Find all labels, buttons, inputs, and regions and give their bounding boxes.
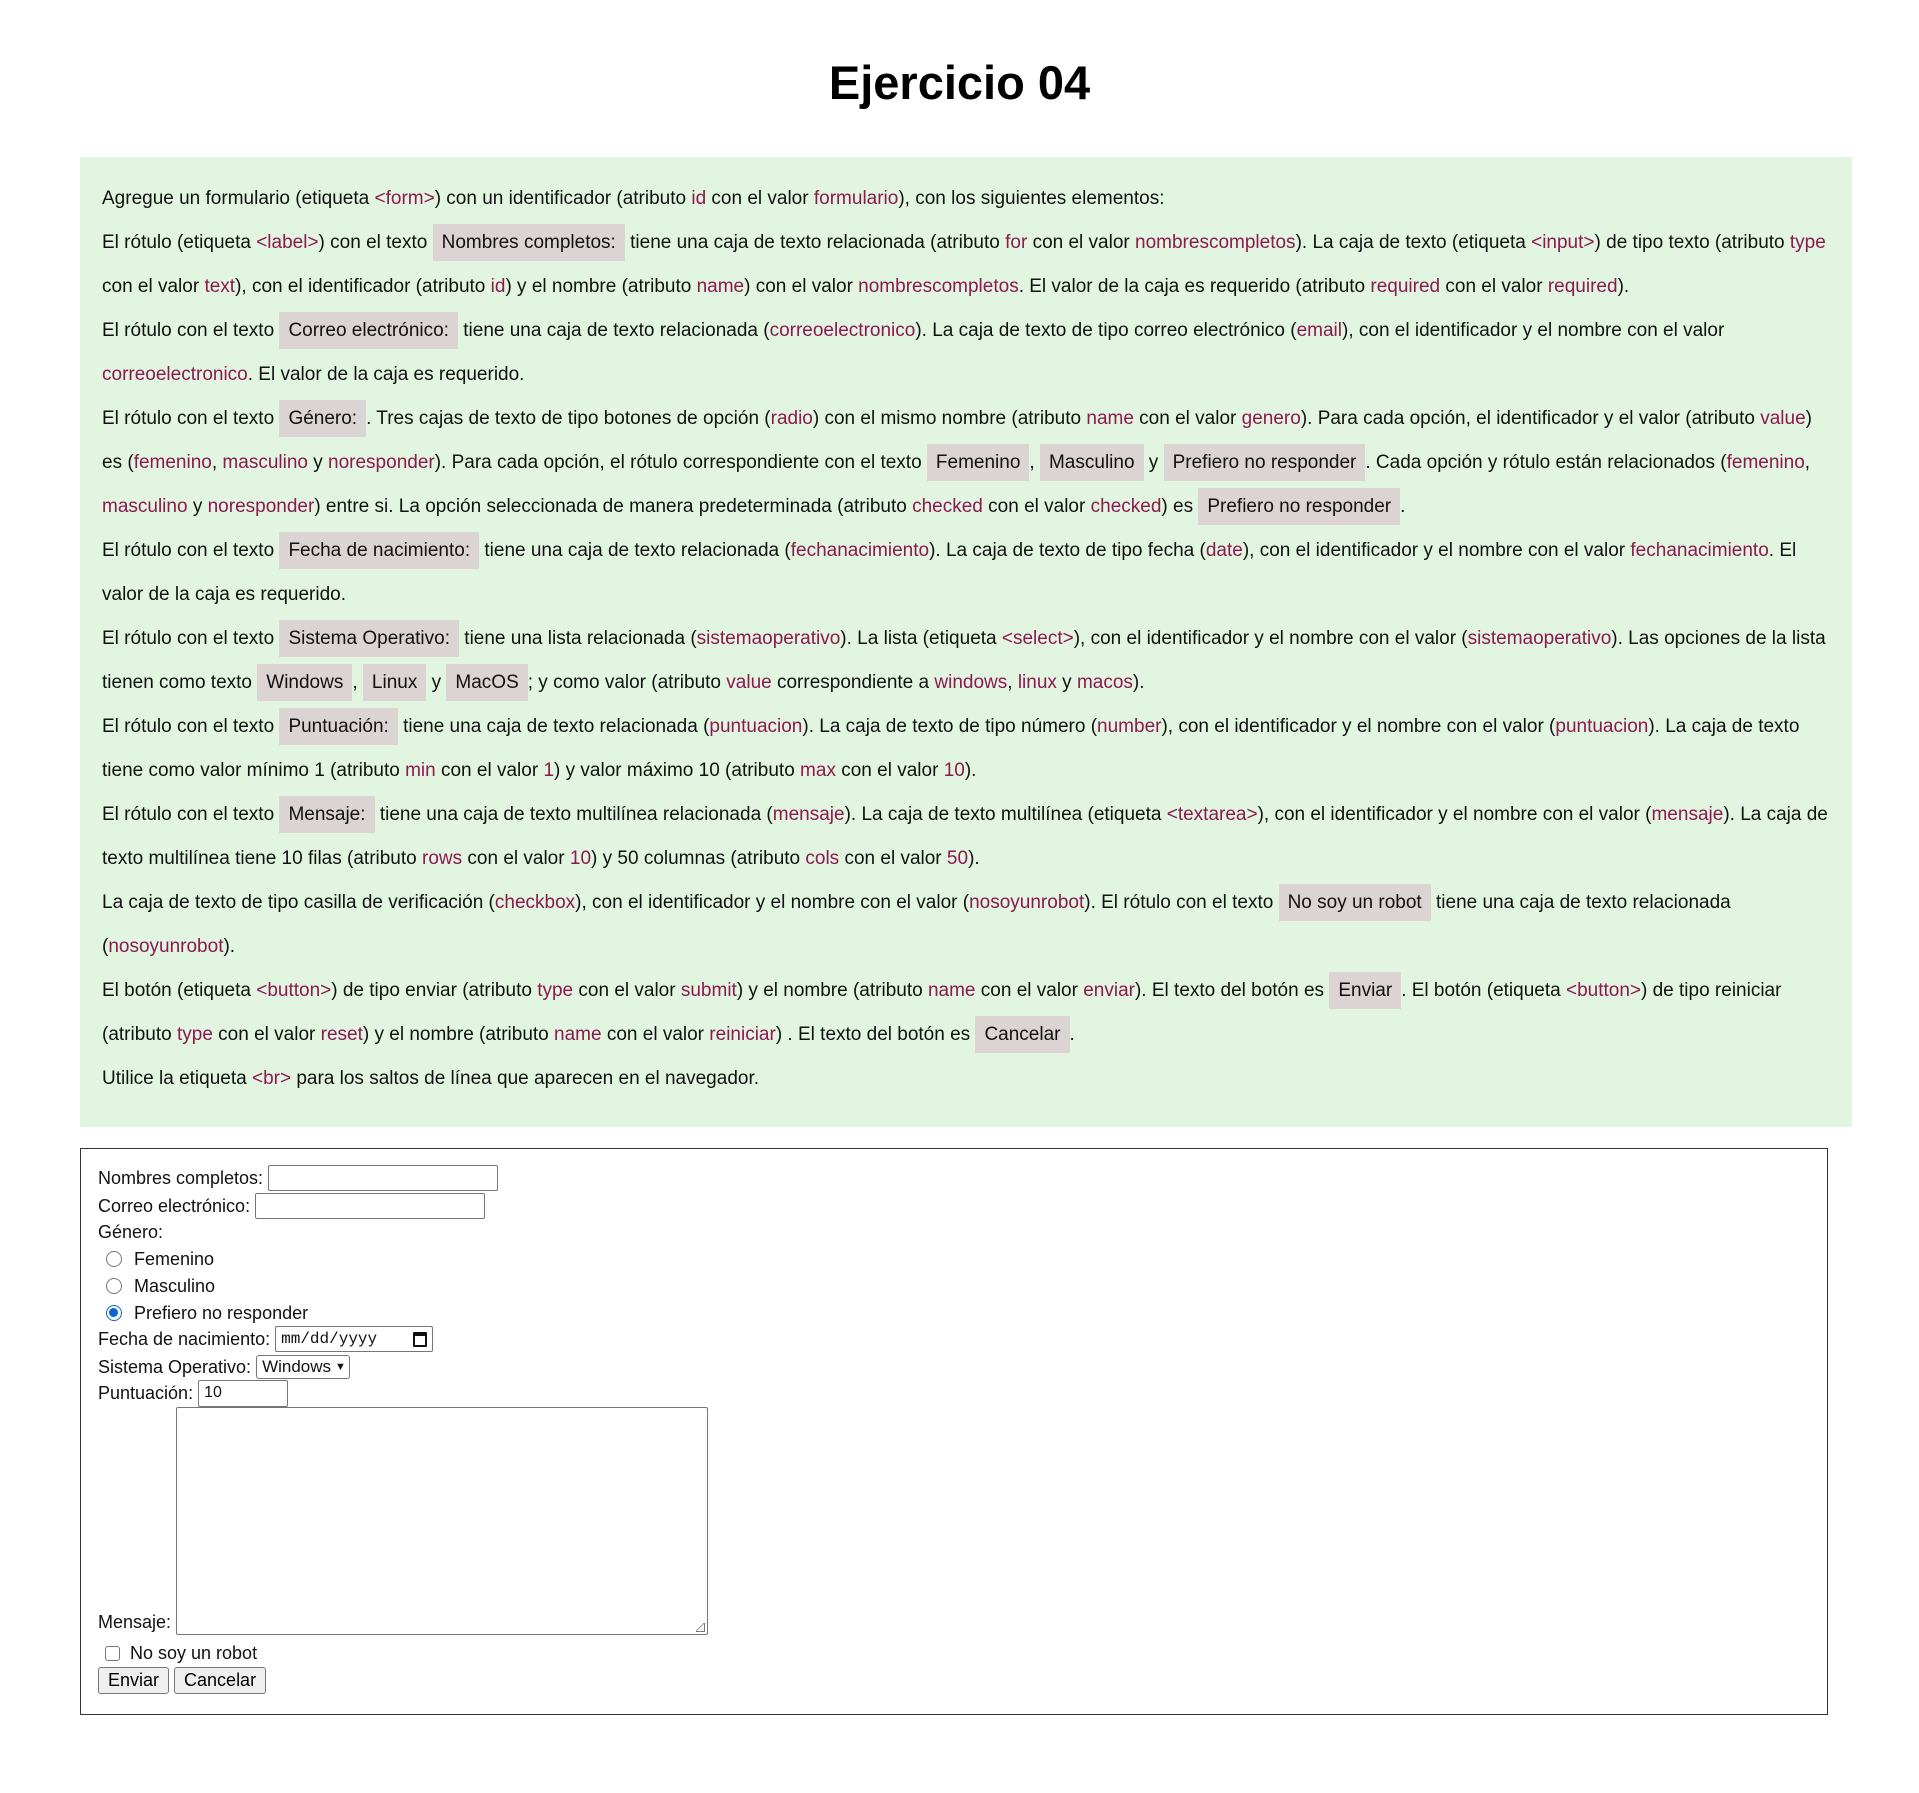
instruction-paragraph: El botón (etiqueta <button>) de tipo enviar (atributo type con el valor submit) y el nombre (atributo name con el valor enviar). El texto del botón es Enviar . El botón (etiqueta <button>) de tipo reiniciar (atributo type con el valor reset) y el nombre (atributo name con el valor reiniciar) . El texto del botón es Cancelar . [102, 969, 1830, 1057]
instruction-paragraph: El rótulo con el texto Sistema Operativo: tiene una lista relacionada (sistemaoperativo). La lista (etiqueta <select>), con el identificador y el nombre con el valor (sistemaoperativo). Las opciones de la lista tienen como texto Windows , Linux y MacOS ; y como valor (atributo value correspondiente a windows, linux y macos). [102, 617, 1830, 705]
instruction-paragraph: El rótulo con el texto Correo electrónico: tiene una caja de texto relacionada (correoelectronico). La caja de texto de tipo correo electrónico (email), con el identificador y el nombre con el valor correoelectronico. El valor de la caja es requerido. [102, 309, 1830, 397]
puntuacion-row [98, 1380, 708, 1406]
label-sample: Nombres completos: [433, 224, 625, 261]
instruction-paragraph: La caja de texto de tipo casilla de verificación (checkbox), con el identificador y el nombre con el valor (nosoyunrobot). El rótulo con el texto No soy un robot tiene una caja de texto relacionada (nosoyunrobot). [102, 881, 1830, 969]
radio-masculino[interactable] [106, 1278, 122, 1294]
puntuacion-input[interactable]: 10 [198, 1380, 288, 1407]
radio-femenino-row[interactable] [98, 1245, 708, 1272]
nombres-input[interactable] [268, 1165, 498, 1191]
form-container [80, 1148, 1828, 1715]
puntuacion-label: Puntuación: [98, 1383, 194, 1403]
fecha-input[interactable] [275, 1326, 433, 1352]
genero-label: Género: [98, 1222, 164, 1242]
label-sample: Prefiero no responder [1164, 444, 1366, 481]
fecha-row [98, 1326, 708, 1352]
page-title: Ejercicio 04 [828, 56, 1091, 109]
fecha-placeholder: mm/dd/yyyy [281, 1330, 378, 1348]
code-tag: <form> [374, 188, 435, 209]
label-sample: Femenino [927, 444, 1030, 481]
instructions-panel [80, 157, 1852, 1127]
mensaje-row [98, 1407, 708, 1635]
label-sample: Windows [257, 664, 352, 701]
correo-label: Correo electrónico: [98, 1196, 251, 1216]
mensaje-textarea[interactable] [176, 1407, 708, 1635]
label-sample: Sistema Operativo: [279, 620, 459, 657]
instruction-paragraph: El rótulo con el texto Mensaje: tiene una caja de texto multilínea relacionada (mensaje). La caja de texto multilínea (etiqueta <textarea>), con el identificador y el nombre con el valor (mensaje). La caja de texto multilínea tiene 10 filas (atributo rows con el valor 10) y 50 columnas (atributo cols con el valor 50). [102, 793, 1830, 881]
radio-femenino-label: Femenino [134, 1248, 215, 1269]
label-sample: Mensaje: [279, 796, 374, 833]
chevron-down-icon: ▼ [335, 1361, 346, 1373]
correo-input[interactable] [255, 1193, 485, 1219]
label-sample: Cancelar [975, 1016, 1069, 1053]
radio-masculino-row[interactable] [98, 1272, 708, 1299]
select-value: Windows [262, 1357, 332, 1376]
radio-noresponder-row[interactable] [98, 1299, 708, 1326]
so-label: Sistema Operativo: [98, 1357, 252, 1377]
nosoyunrobot-checkbox[interactable] [105, 1646, 120, 1661]
calendar-icon[interactable] [413, 1332, 427, 1347]
label-sample: MacOS [446, 664, 527, 701]
sistemaoperativo-select[interactable] [256, 1355, 350, 1379]
label-sample: Masculino [1040, 444, 1144, 481]
label-sample: Correo electrónico: [279, 312, 458, 349]
genero-row [98, 1219, 708, 1245]
label-sample: Prefiero no responder [1198, 488, 1400, 525]
instruction-paragraph: Agregue un formulario (etiqueta <form>) con un identificador (atributo id con el valor formulario), con los siguientes elementos: [102, 188, 1165, 209]
fecha-label: Fecha de nacimiento: [98, 1329, 271, 1349]
instruction-paragraph: El rótulo con el texto Puntuación: tiene una caja de texto relacionada (puntuacion). La caja de texto de tipo número (number), con el identificador y el nombre con el valor (puntuacion). La caja de texto tiene como valor mínimo 1 (atributo min con el valor 1) y valor máximo 10 (atributo max con el valor 10). [102, 705, 1830, 793]
nombres-label: Nombres completos: [98, 1168, 264, 1188]
correo-row [98, 1193, 708, 1219]
robot-row[interactable] [98, 1640, 708, 1666]
radio-femenino[interactable] [106, 1251, 122, 1267]
instruction-paragraph: El rótulo (etiqueta <label>) con el texto Nombres completos: tiene una caja de texto relacionada (atributo for con el valor nombrescompletos). La caja de texto (etiqueta <input>) de tipo texto (atributo type con el valor text), con el identificador (atributo id) y el nombre (atributo name) con el valor nombrescompletos. El valor de la caja es requerido (atributo required con el valor required). [102, 221, 1830, 309]
instruction-paragraph: Utilice la etiqueta <br> para los saltos de línea que aparecen en el navegador. [102, 1068, 760, 1089]
radio-noresponder-label: Prefiero no responder [134, 1302, 309, 1323]
instruction-paragraph: El rótulo con el texto Género: . Tres cajas de texto de tipo botones de opción (radio) con el mismo nombre (atributo name con el valor genero). Para cada opción, el identificador y el valor (atributo value) es (femenino, masculino y noresponder). Para cada opción, el rótulo correspondiente con el texto Femenino , Masculino y Prefiero no responder . Cada opción y rótulo están relacionados (femenino, masculino y noresponder) entre si. La opción seleccionada de manera predeterminada (atributo checked con el valor checked) es Prefiero no responder . [102, 397, 1830, 529]
robot-label: No soy un robot [130, 1643, 258, 1663]
nombres-row [98, 1165, 708, 1191]
resize-handle-icon[interactable] [696, 1623, 705, 1632]
radio-noresponder[interactable] [106, 1305, 122, 1321]
button-row [98, 1667, 708, 1694]
cancelar-button[interactable]: Cancelar [174, 1667, 266, 1694]
instruction-paragraph: El rótulo con el texto Fecha de nacimiento: tiene una caja de texto relacionada (fechanacimiento). La caja de texto de tipo fecha (date), con el identificador y el nombre con el valor fechanacimiento. El valor de la caja es requerido. [102, 529, 1830, 617]
formulario [98, 1165, 708, 1694]
label-sample: No soy un robot [1279, 884, 1431, 921]
mensaje-label: Mensaje: [98, 1612, 172, 1632]
so-row [98, 1354, 708, 1380]
enviar-button[interactable]: Enviar [98, 1667, 169, 1694]
label-sample: Linux [363, 664, 426, 701]
label-sample: Género: [279, 400, 366, 437]
label-sample: Enviar [1329, 972, 1401, 1009]
label-sample: Fecha de nacimiento: [279, 532, 479, 569]
radio-masculino-label: Masculino [134, 1275, 216, 1296]
label-sample: Puntuación: [279, 708, 397, 745]
